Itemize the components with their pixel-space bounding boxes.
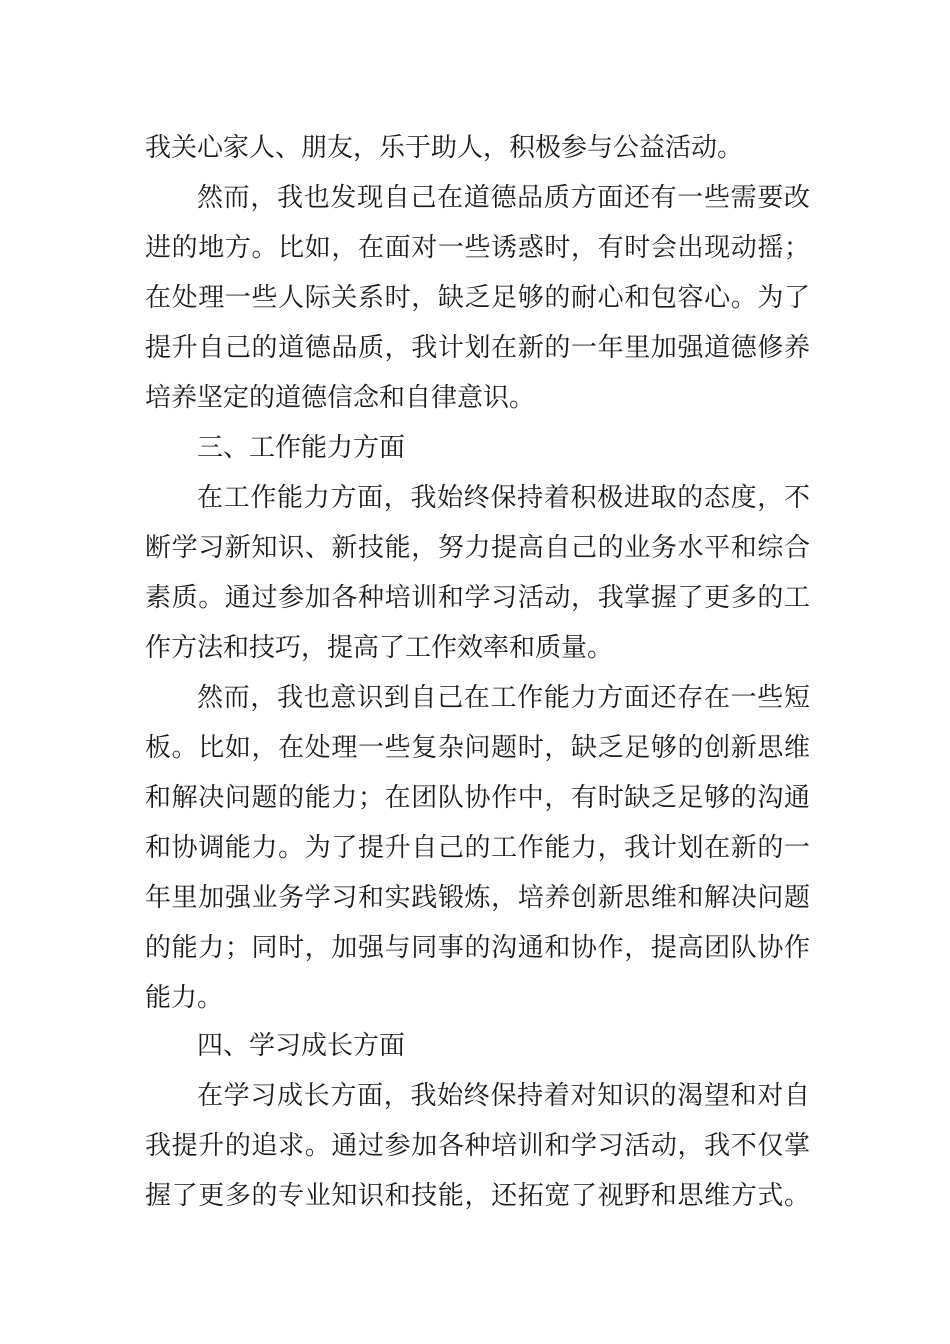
text-line: 进的地方。比如，在面对一些诱惑时，有时会出现动摇； <box>145 233 810 263</box>
text-line: 握了更多的专业知识和技能，还拓宽了视野和思维方式。 <box>145 1181 810 1211</box>
text-line: 能力。 <box>145 983 224 1013</box>
text-line: 我关心家人、朋友，乐于助人，积极参与公益活动。 <box>145 133 744 163</box>
text-line: 年里加强业务学习和实践锻炼，培养创新思维和解决问题 <box>145 883 810 913</box>
text-line: 断学习新知识、新技能，努力提高自己的业务水平和综合 <box>145 533 810 563</box>
paragraph-first-line: 然而，我也发现自己在道德品质方面还有一些需要改 <box>197 183 810 213</box>
text-line: 培养坚定的道德信念和自律意识。 <box>145 383 536 413</box>
text-line: 板。比如，在处理一些复杂问题时，缺乏足够的创新思维 <box>145 733 810 763</box>
paragraph-first-line: 在工作能力方面，我始终保持着积极进取的态度，不 <box>197 483 810 513</box>
text-line: 在处理一些人际关系时，缺乏足够的耐心和包容心。为了 <box>145 283 810 313</box>
text-line: 作方法和技巧，提高了工作效率和质量。 <box>145 633 614 663</box>
text-line: 素质。通过参加各种培训和学习活动，我掌握了更多的工 <box>145 583 810 613</box>
text-line: 和解决问题的能力；在团队协作中，有时缺乏足够的沟通 <box>145 783 810 813</box>
text-line: 提升自己的道德品质，我计划在新的一年里加强道德修养 <box>145 333 810 363</box>
text-line: 和协调能力。为了提升自己的工作能力，我计划在新的一 <box>145 833 810 863</box>
paragraph-first-line: 然而，我也意识到自己在工作能力方面还存在一些短 <box>197 683 810 713</box>
text-line: 我提升的追求。通过参加各种培训和学习活动，我不仅掌 <box>145 1131 810 1161</box>
section-heading: 四、学习成长方面 <box>197 1031 406 1061</box>
section-heading: 三、工作能力方面 <box>197 433 406 463</box>
paragraph-first-line: 在学习成长方面，我始终保持着对知识的渴望和对自 <box>197 1081 810 1111</box>
text-line: 的能力；同时，加强与同事的沟通和协作，提高团队协作 <box>145 933 810 963</box>
